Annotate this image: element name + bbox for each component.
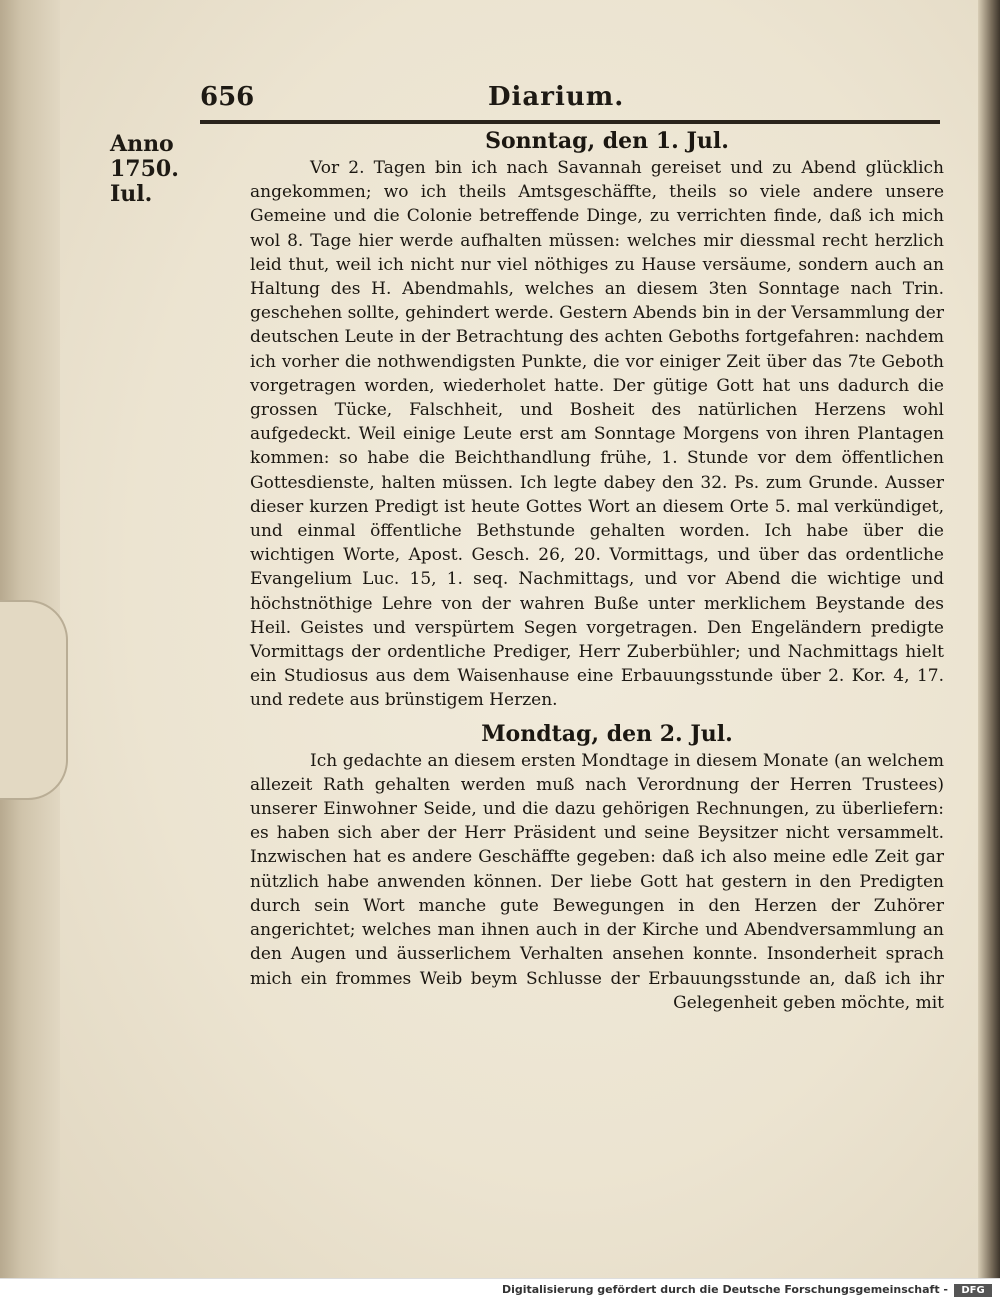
page-edge: [978, 0, 1000, 1278]
entry-text: Ich gedachte an diesem ersten Mondtage in diesem Monate (an welchem allezeit Rath gehalten werden muß nach Verordnung der Herren Trustees) unserer Einwohner Seide, und die dazu gehörigen Rechnungen, zu überliefern: es haben sich aber der Herr Präsident und seine Beysitzer nicht versammelt. Inzwischen hat es andere Geschäffte gegeben: daß ich also meine edle Zeit gar nützlich habe anwenden können. Der liebe Gott hat gestern in den Predigten durch sein Wort manche gute Bewegungen in den Herzen der Zuhörer angerichtet; welches man ihnen auch in der Kirche und Abendversammlung an den Augen und äusserlichem Verhalten ansehen konnte. Insonderheit sprach mich ein frommes Weib beym Schlusse der Erbauungsstunde an, daß ich ihr Gelegenheit geben möchte, mit: [250, 750, 944, 1013]
page-number: 656: [200, 82, 255, 112]
diary-entry: [250, 126, 944, 713]
page-clip-tab: [0, 600, 68, 800]
margin-note-line: Iul.: [110, 181, 153, 207]
margin-note-line: 1750.: [110, 156, 179, 182]
funding-credit: Digitalisierung gefördert durch die Deutsche Forschungsgemeinschaft -: [501, 1283, 948, 1296]
dfg-logo: DFG: [954, 1284, 992, 1297]
entry-heading: Sonntag, den 1. Jul.: [485, 128, 729, 154]
margin-note-line: Anno: [110, 131, 174, 157]
running-title: Diarium.: [488, 82, 625, 112]
page-header: [200, 78, 940, 118]
footer-bar: [0, 1278, 1000, 1302]
diary-content: [250, 126, 944, 1015]
entry-heading: Mondtag, den 2. Jul.: [481, 720, 733, 747]
entry-text: Vor 2. Tagen bin ich nach Savannah gereiset und zu Abend glücklich angekommen; wo ich theils Amtsgeschäffte, theils so viele andere unsere Gemeine und die Colonie betreffende Dinge, zu verrichten finde, daß ich mich wol 8. Tage hier werde aufhalten müssen: welches mir diessmal recht herzlich leid thut, weil ich nicht nur viel nöthiges zu Hause versäume, sondern auch an Haltung des H. Abendmahls, welches an diesem 3ten Sonntage nach Trin. geschehen sollte, gehindert werde. Gestern Abends bin in der Versammlung der deutschen Leute in der Betrachtung des achten Geboths fortgefahren: nachdem ich vorher die nothwendigsten Punkte, die vor einiger Zeit über das 7te Geboth vorgetragen worden, wiederholet hatte. Der gütige Gott hat uns dadurch die grossen Tücke, Falschheit, und Bosheit des natürlichen Herzens wohl aufgedeckt. Weil einige Leute erst am Sonntage Morgens von ihren Plantagen kommen: so habe die Beichthandlung frühe, 1. Stunde vor dem öffentlichen Gottesdienste, halten müssen. Ich legte dabey den 32. Ps. zum Grunde. Ausser dieser kurzen Predigt ist heute Gottes Wort an diesem Orte 5. mal verkündiget, und einmal öffentliche Bethstunde gehalten worden. Ich habe über die wichtigen Worte, Apost. Gesch. 26, 20. Vormittags, und über das ordentliche Evangelium Luc. 15, 1. seq. Nachmittags, und vor Abend die wichtige und höchstnöthige Lehre von der wahren Buße unter merklichem Beystande des Heil. Geistes und verspürtem Segen vorgetragen. Den Engeländern predigte Vormittags der ordentliche Prediger, Herr Zuberbühler; und Nachmittags hielt ein Studiosus aus dem Waisenhause eine Erbauungsstunde über 2. Kor. 4, 17. und redete aus brünstigem Herzen.: [250, 158, 944, 711]
margin-note: [110, 132, 240, 207]
diary-entry: [250, 719, 944, 1015]
header-rule: [200, 120, 940, 124]
